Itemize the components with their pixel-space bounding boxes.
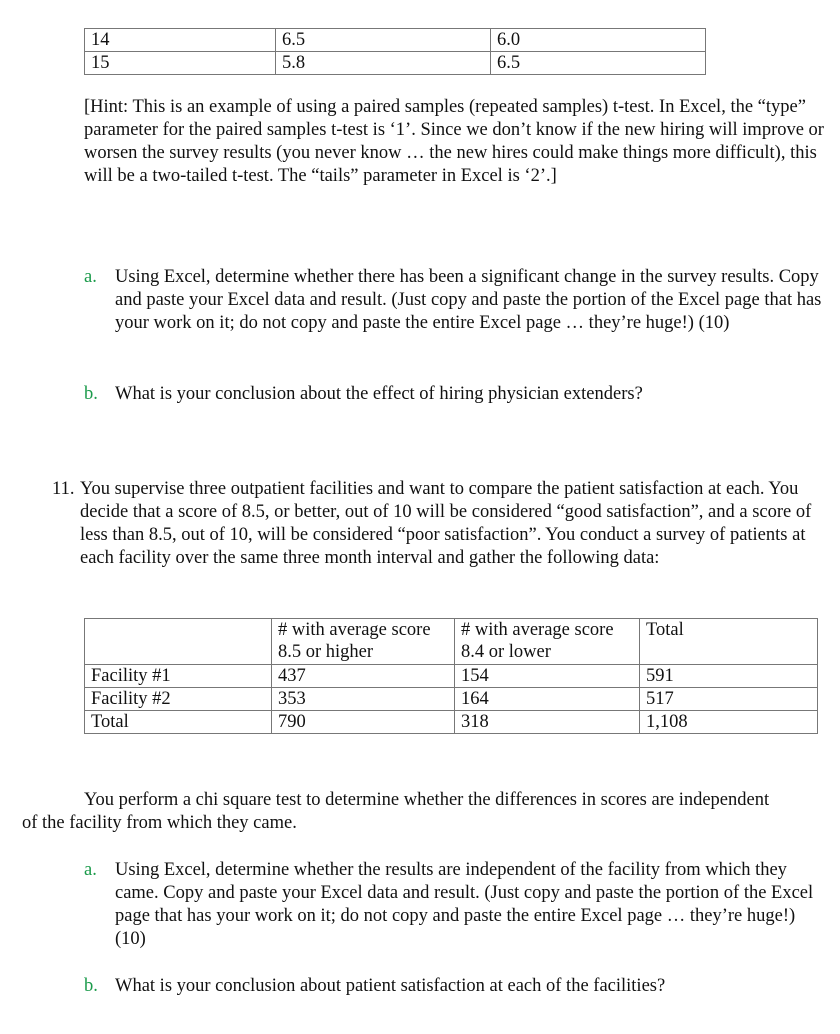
table-header: # with average score 8.5 or higher — [272, 619, 455, 665]
table-cell: 437 — [272, 665, 455, 688]
question-number: 11. — [52, 479, 75, 499]
table-cell: 15 — [85, 52, 276, 75]
table-header-row — [85, 619, 818, 665]
item-text: Using Excel, determine whether there has been a significant change in the survey results. Copy and paste your Excel data and result. (Just copy and paste the portion of the Excel page that has your work on it; do not copy and paste the entire Excel page … they’re huge!) (10) — [115, 267, 822, 333]
table-cell: 790 — [272, 711, 455, 734]
table-cell: Facility #1 — [85, 665, 272, 688]
question-11b — [84, 975, 824, 998]
table-header: Total — [640, 619, 818, 665]
question-11a — [84, 859, 824, 951]
item-text: What is your conclusion about patient satisfaction at each of the facilities? — [115, 976, 666, 996]
item-text: Using Excel, determine whether the results are independent of the facility from which they came. Copy and paste your Excel data and result. (Just copy and paste the portion of the Excel page that has your work on it; do not copy and paste the entire Excel page … they’re huge!) (10) — [115, 860, 814, 949]
table-cell: 6.5 — [276, 29, 491, 52]
chi-square-paragraph: You perform a chi square test to determine whether the differences in scores are independent of the facility from which they came. — [22, 790, 770, 833]
table-row — [85, 688, 818, 711]
item-label: a. — [84, 267, 97, 287]
table-header: # with average score 8.4 or lower — [455, 619, 640, 665]
table-cell: 318 — [455, 711, 640, 734]
table-cell: 14 — [85, 29, 276, 52]
question-10a — [84, 266, 824, 335]
table-cell: 591 — [640, 665, 818, 688]
item-label: b. — [84, 976, 98, 996]
table-cell: Facility #2 — [85, 688, 272, 711]
table-cell: 5.8 — [276, 52, 491, 75]
table-row — [85, 711, 818, 734]
table-cell: 1,108 — [640, 711, 818, 734]
item-text: What is your conclusion about the effect of hiring physician extenders? — [115, 384, 643, 404]
table-cell: 6.0 — [491, 29, 706, 52]
item-label: a. — [84, 860, 97, 880]
table-row — [85, 665, 818, 688]
table-row — [85, 52, 706, 75]
table-cell: 164 — [455, 688, 640, 711]
table-header — [85, 619, 272, 665]
satisfaction-table — [84, 618, 818, 734]
table-cell: Total — [85, 711, 272, 734]
table-cell: 517 — [640, 688, 818, 711]
question-11 — [52, 478, 822, 570]
question-10b — [84, 383, 824, 406]
paired-data-table — [84, 28, 706, 75]
table-cell: 154 — [455, 665, 640, 688]
item-label: b. — [84, 384, 98, 404]
question-text: You supervise three outpatient facilities and want to compare the patient satisfaction at each. You decide that a score of 8.5, or better, out of 10 will be considered “good satisfaction”, and a score of less than 8.5, out of 10, will be considered “poor satisfaction”. You conduct a survey of patients at each facility over the same three month interval and gather the following data: — [80, 479, 812, 568]
table-row — [85, 29, 706, 52]
hint-paragraph: [Hint: This is an example of using a paired samples (repeated samples) t-test. In Excel, the “type” parameter for the paired samples t-test is ‘1’. Since we don’t know if the new hiring will improve or worsen the survey results (you never know … the new hires could make things more difficult), this will be a two-tailed t-test. The “tails” parameter in Excel is ‘2’.] — [84, 97, 824, 186]
table-cell: 6.5 — [491, 52, 706, 75]
table-cell: 353 — [272, 688, 455, 711]
